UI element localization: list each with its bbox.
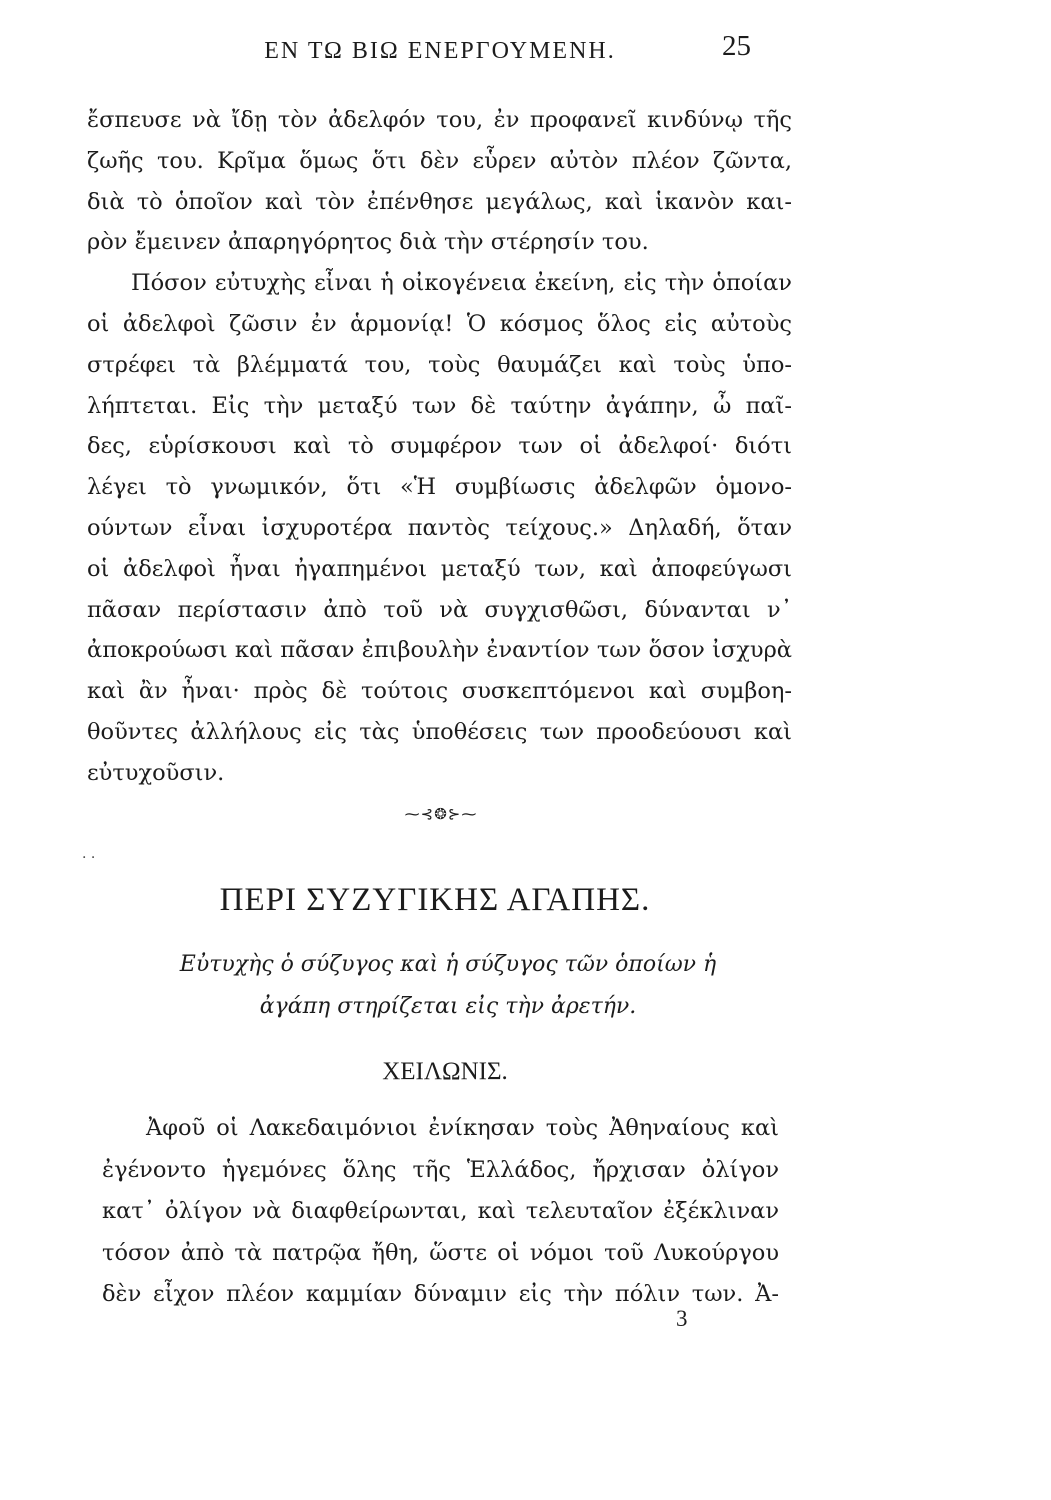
text-line: δες, εὑρίσκουσι καὶ τὸ συμφέρον των οἱ ἀδελφοί· διότι [87, 433, 792, 460]
text-line: οἱ ἀδελφοὶ ἦναι ἠγαπημένοι μεταξύ των, καὶ ἀποφεύγωσι [87, 555, 792, 582]
text-line: ρὸν ἔμεινεν ἀπαρηγόρητος διὰ τὴν στέρησίν του. [87, 229, 649, 256]
text-line: πᾶσαν περίστασιν ἀπὸ τοῦ νὰ συγχισθῶσι, δύνανται ν᾽ [87, 596, 792, 623]
text-line: ἔσπευσε νὰ ἴδῃ τὸν ἀδελφόν του, ἐν προφανεῖ κινδύνῳ τῆς [87, 107, 792, 133]
text-line: τόσον ἀπὸ τὰ πατρῷα ἤθη, ὥστε οἱ νόμοι τοῦ Λυκούργου [102, 1239, 779, 1266]
text-line: Πόσον εὐτυχὴς εἶναι ἡ οἰκογένεια ἐκείνη, εἰς τὴν ὁποίαν [131, 270, 792, 297]
paragraph-block-2 [102, 1108, 779, 1316]
epigraph-line: ἀγάπη στηρίζεται εἰς τὴν ἀρετήν. [259, 994, 637, 1019]
chapter-title: ΠΕΡΙ ΣΥΖΥΓΙΚΗΣ ΑΓΑΠΗΣ. [219, 882, 651, 918]
text-line: καὶ ἂν ἦναι· πρὸς δὲ τούτοις συσκεπτόμενοι καὶ συμβοη- [87, 678, 792, 705]
signature-mark: 3 [676, 1306, 688, 1331]
stray-ink-marks: · · [82, 850, 96, 866]
text-line: δὲν εἶχον πλέον καμμίαν δύναμιν εἰς τὴν πόλιν των. Ἀ- [102, 1281, 779, 1308]
text-line: κατ᾽ ὀλίγον νὰ διαφθείρωνται, καὶ τελευταῖον ἐξέκλιναν [102, 1198, 779, 1225]
page-number: 25 [722, 30, 751, 62]
text-line: Ἀφοῦ οἱ Λακεδαιμόνιοι ἐνίκησαν τοὺς Ἀθηναίους καὶ [146, 1115, 779, 1141]
running-title: ΕΝ ΤΩ ΒΙΩ ΕΝΕΡΓΟΥΜΕΝΗ. [264, 38, 616, 64]
section-subheading: ΧΕΙΛΩΝΙΣ. [382, 1058, 508, 1085]
text-line: διὰ τὸ ὁποῖον καὶ τὸν ἐπένθησε μεγάλως, καὶ ἱκανὸν και- [87, 188, 792, 215]
text-line: εὐτυχοῦσιν. [87, 759, 225, 786]
text-line: στρέφει τὰ βλέμματά του, τοὺς θαυμάζει καὶ τοὺς ὑπο- [87, 351, 792, 378]
epigraph [128, 944, 768, 1028]
text-line: ἀποκρούωσι καὶ πᾶσαν ἐπιβουλὴν ἐναντίον των ὅσον ἰσχυρὰ [87, 637, 792, 664]
text-line: θοῦντες ἀλλήλους εἰς τὰς ὑποθέσεις των προοδεύουσι καὶ [87, 718, 792, 745]
text-line: λήπτεται. Εἰς τὴν μεταξύ των δὲ ταύτην ἀγάπην, ὦ παῖ- [87, 392, 792, 419]
text-line: ούντων εἶναι ἰσχυροτέρα παντὸς τείχους.» Δηλαδή, ὅταν [87, 514, 792, 541]
text-line: ζωῆς του. Κρῖμα ὅμως ὅτι δὲν εὗρεν αὐτὸν πλέον ζῶντα, [87, 147, 792, 174]
epigraph-line: Εὐτυχὴς ὁ σύζυγος καὶ ἡ σύζυγος τῶν ὁποίων ἡ [179, 952, 717, 977]
section-divider-ornament: ⁓⊰❂⊱⁓ [404, 805, 478, 823]
text-line: ἐγένοντο ἡγεμόνες ὅλης τῆς Ἑλλάδος, ἤρχισαν ὀλίγον [102, 1156, 779, 1183]
text-line: οἱ ἀδελφοὶ ζῶσιν ἐν ἁρμονίᾳ! Ὁ κόσμος ὅλος εἰς αὐτοὺς [87, 310, 792, 337]
paragraph-block-1 [87, 100, 792, 794]
text-line: λέγει τὸ γνωμικόν, ὅτι «Ἡ συμβίωσις ἀδελφῶν ὁμονο- [87, 474, 792, 501]
